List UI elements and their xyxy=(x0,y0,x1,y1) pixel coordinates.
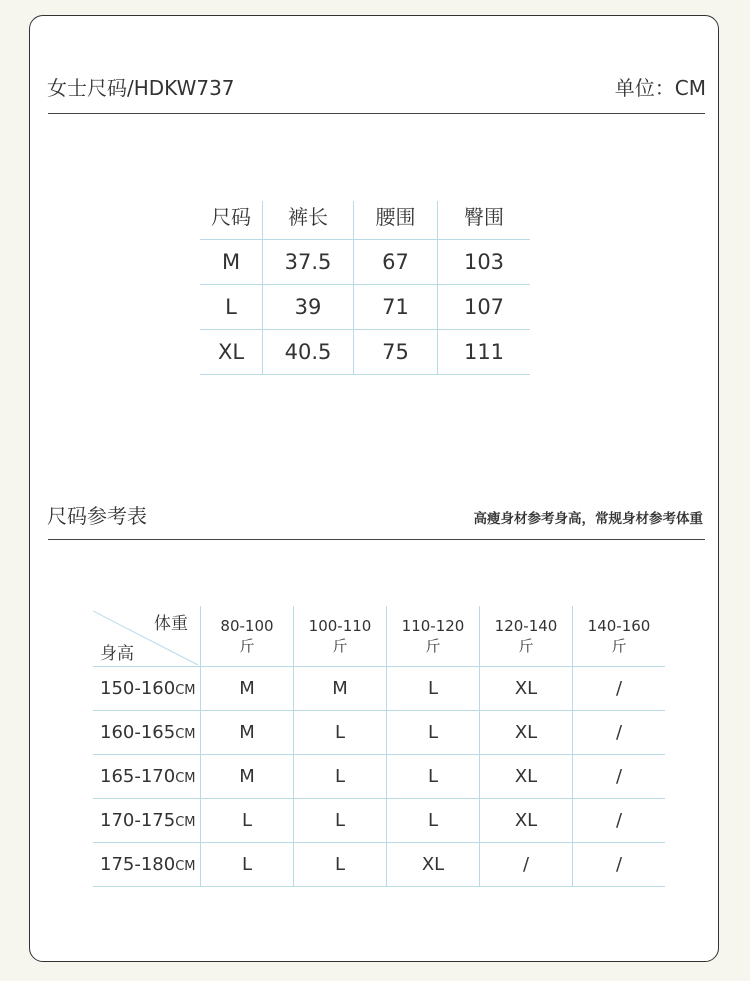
reference-divider xyxy=(48,539,705,540)
weight-range: 100-110 xyxy=(308,617,372,635)
table-cell: XL xyxy=(480,799,573,843)
table-cell: 71 xyxy=(354,285,438,330)
height-range-cell xyxy=(93,711,201,755)
table-cell: / xyxy=(573,843,666,887)
reference-table xyxy=(93,606,665,887)
height-unit: CM xyxy=(175,859,196,874)
weight-unit: 斤 xyxy=(425,637,441,655)
table-cell: L xyxy=(387,755,480,799)
waist-header: 腰围 xyxy=(354,201,438,240)
table-cell: 40.5 xyxy=(263,330,354,375)
hip-header: 臀围 xyxy=(438,201,531,240)
table-cell: L xyxy=(387,667,480,711)
table-cell: M xyxy=(201,667,294,711)
table-cell: XL xyxy=(480,711,573,755)
table-cell: XL xyxy=(200,330,263,375)
weight-range: 120-140 xyxy=(494,617,558,635)
table-cell: L xyxy=(201,843,294,887)
weight-range: 110-120 xyxy=(401,617,465,635)
height-range-cell xyxy=(93,755,201,799)
table-row xyxy=(200,330,530,375)
height-range: 170-175 xyxy=(100,810,176,831)
weight-range: 80-100 xyxy=(220,617,274,635)
height-unit: CM xyxy=(175,815,196,830)
table-cell: L xyxy=(201,799,294,843)
size-table-header xyxy=(200,201,530,240)
table-cell: M xyxy=(294,667,387,711)
weight-column-header xyxy=(573,606,666,667)
table-cell: L xyxy=(387,711,480,755)
table-row xyxy=(200,240,530,285)
table-row xyxy=(93,799,665,843)
table-row xyxy=(93,711,665,755)
table-cell: L xyxy=(294,755,387,799)
weight-column-header xyxy=(201,606,294,667)
table-cell: L xyxy=(200,285,263,330)
reference-note: 高瘦身材参考身高，常规身材参考体重 xyxy=(473,511,703,527)
weight-unit: 斤 xyxy=(239,637,255,655)
table-cell: 37.5 xyxy=(263,240,354,285)
page-title: 女士尺码/HDKW737 xyxy=(47,76,235,100)
table-cell: / xyxy=(573,755,666,799)
table-cell: 107 xyxy=(438,285,531,330)
table-cell: M xyxy=(201,755,294,799)
table-cell: / xyxy=(573,799,666,843)
table-row xyxy=(93,843,665,887)
height-range: 160-165 xyxy=(100,722,176,743)
table-cell: / xyxy=(573,711,666,755)
height-range-cell xyxy=(93,667,201,711)
height-axis-label: 身高 xyxy=(100,644,134,664)
height-unit: CM xyxy=(175,727,196,742)
table-row xyxy=(93,667,665,711)
table-cell: M xyxy=(201,711,294,755)
height-unit: CM xyxy=(175,683,196,698)
table-row xyxy=(200,285,530,330)
weight-range: 140-160 xyxy=(587,617,651,635)
height-range-cell xyxy=(93,843,201,887)
table-cell: 67 xyxy=(354,240,438,285)
table-cell: / xyxy=(573,667,666,711)
weight-unit: 斤 xyxy=(332,637,348,655)
table-cell: L xyxy=(294,711,387,755)
weight-column-header xyxy=(294,606,387,667)
table-cell: L xyxy=(294,799,387,843)
height-range: 165-170 xyxy=(100,766,176,787)
table-cell: XL xyxy=(387,843,480,887)
unit-label: 单位：CM xyxy=(614,76,706,100)
table-cell: XL xyxy=(480,755,573,799)
weight-column-header xyxy=(480,606,573,667)
header-divider xyxy=(48,113,705,114)
height-range: 175-180 xyxy=(100,854,176,875)
weight-column-header xyxy=(387,606,480,667)
table-cell: 75 xyxy=(354,330,438,375)
table-row xyxy=(93,755,665,799)
table-cell: L xyxy=(294,843,387,887)
reference-table-header xyxy=(93,606,665,667)
table-cell: 103 xyxy=(438,240,531,285)
size-chart-card xyxy=(29,15,719,962)
size-table xyxy=(200,201,530,375)
weight-axis-label: 体重 xyxy=(154,614,188,634)
reference-title: 尺码参考表 xyxy=(47,504,147,528)
size-header: 尺码 xyxy=(200,201,263,240)
table-cell: 39 xyxy=(263,285,354,330)
table-cell: L xyxy=(387,799,480,843)
height-range: 150-160 xyxy=(100,678,176,699)
weight-unit: 斤 xyxy=(518,637,534,655)
corner-cell xyxy=(93,606,201,667)
height-range-cell xyxy=(93,799,201,843)
table-cell: / xyxy=(480,843,573,887)
table-cell: M xyxy=(200,240,263,285)
table-cell: XL xyxy=(480,667,573,711)
height-unit: CM xyxy=(175,771,196,786)
table-cell: 111 xyxy=(438,330,531,375)
length-header: 裤长 xyxy=(263,201,354,240)
weight-unit: 斤 xyxy=(611,637,627,655)
